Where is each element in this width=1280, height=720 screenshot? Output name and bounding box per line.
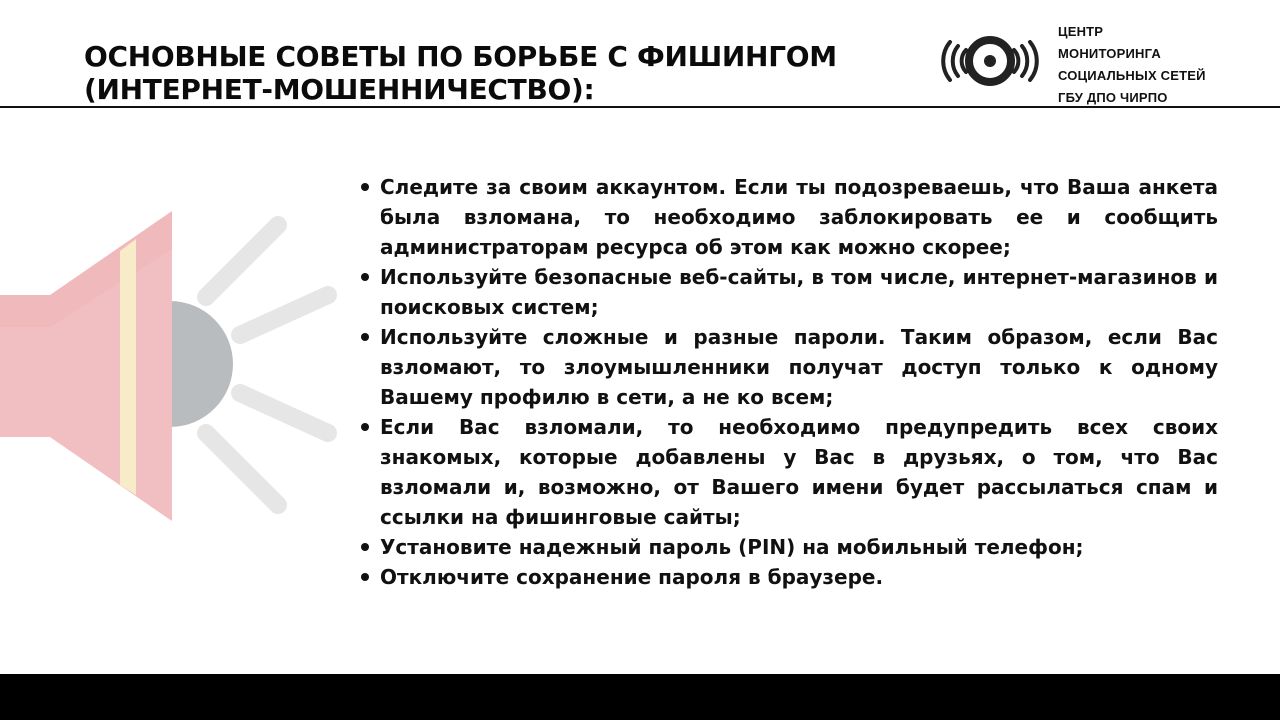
- tip-item: Отключите сохранение пароля в браузере.: [356, 562, 1218, 592]
- megaphone-icon: [0, 205, 345, 530]
- page-title-line-1: ОСНОВНЫЕ СОВЕТЫ ПО БОРЬБЕ С ФИШИНГОМ: [84, 40, 837, 73]
- broadcast-signal-icon: [938, 34, 1042, 88]
- tip-item: Используйте сложные и разные пароли. Таким образом, если Вас взломают, то злоумышленники получат доступ только к одному Вашему профилю в сети, а не ко всем;: [356, 322, 1218, 412]
- header-divider: [0, 106, 1280, 108]
- page-title: [84, 40, 904, 106]
- footer-bar: [0, 674, 1280, 720]
- organization-line-2: МОНИТОРИНГА: [1058, 46, 1161, 61]
- organization-name: [1058, 21, 1206, 109]
- tip-item: Используйте безопасные веб-сайты, в том числе, интернет-магазинов и поисковых систем;: [356, 262, 1218, 322]
- organization-line-1: ЦЕНТР: [1058, 24, 1104, 39]
- tip-item: Если Вас взломали, то необходимо предупредить всех своих знакомых, которые добавлены у Вас в друзьях, о том, что Вас взломали и, возможно, от Вашего имени будет рассылаться спам и ссылки на фишинговые сайты;: [356, 412, 1218, 532]
- phishing-tips-list: [356, 172, 1218, 592]
- tip-item: Следите за своим аккаунтом. Если ты подозреваешь, что Ваша анкета была взломана, то необходимо заблокировать ее и сообщить администраторам ресурса об этом как можно скорее;: [356, 172, 1218, 262]
- page-title-line-2: (ИНТЕРНЕТ-МОШЕННИЧЕСТВО):: [84, 73, 595, 106]
- organization-line-4: ГБУ ДПО ЧИРПО: [1058, 90, 1168, 105]
- organization-line-3: СОЦИАЛЬНЫХ СЕТЕЙ: [1058, 68, 1206, 83]
- tip-item: Установите надежный пароль (PIN) на мобильный телефон;: [356, 532, 1218, 562]
